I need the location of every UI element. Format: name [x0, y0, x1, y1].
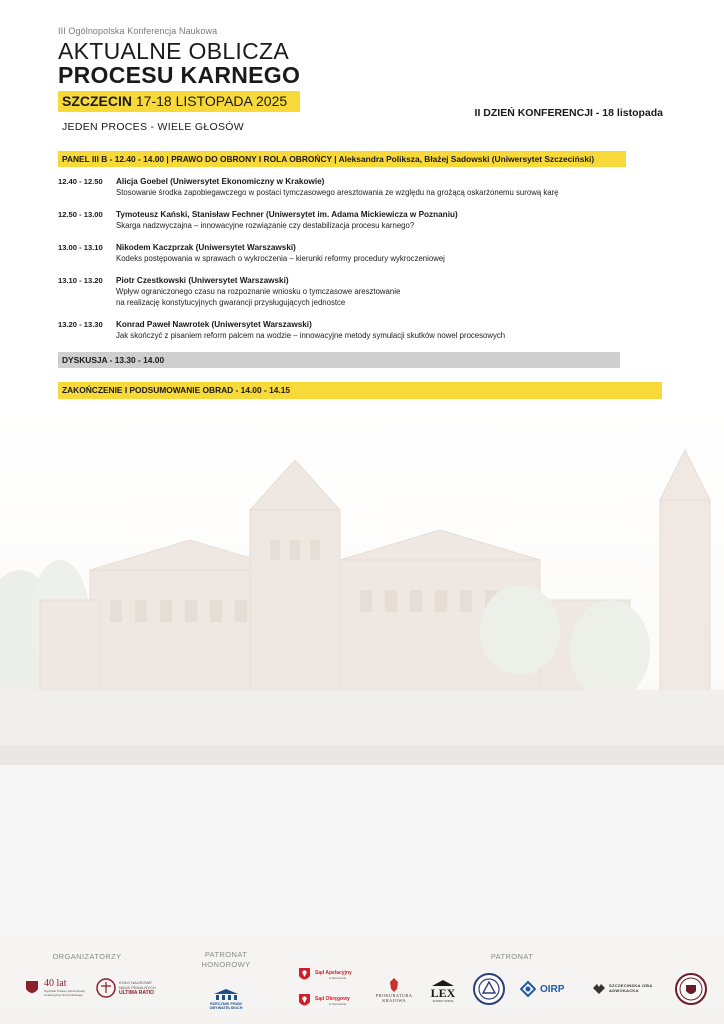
eagle-mark-icon [592, 981, 606, 995]
rpo-line-2: OBYWATELSKICH [209, 1006, 243, 1010]
slot-topic: Kodeks postępowania w sprawach o wykroczenia – kierunki reformy procedury wykroczeniowej [116, 254, 445, 263]
bar-association-logo [592, 978, 662, 998]
oirp-logo [520, 978, 578, 1000]
schedule [58, 176, 658, 352]
prosecutor-logo [372, 970, 416, 1010]
slot-topic: na realizację konstytucyjnych gwarancji przysługujących jednostce [116, 298, 346, 307]
slot-speaker: Konrad Paweł Nawrotek (Uniwersytet Warszawski) [116, 320, 312, 329]
oirp-text: OIRP [540, 983, 565, 995]
place-city: SZCZECIN [62, 93, 132, 109]
appeal-court-city: w Szczecinie [329, 976, 347, 980]
tagline: JEDEN PROCES - WIELE GŁOSÓW [62, 121, 244, 133]
scales-icon [96, 978, 116, 998]
slot-speaker: Nikodem Kaczprzak (Uniwersytet Warszawski) [116, 243, 296, 252]
slot-speaker: Alicja Goebel (Uniwersytet Ekonomiczny w Krakowie) [116, 177, 325, 186]
slot-speaker: Tymoteusz Kański, Stanisław Fechner (Uniwersytet im. Adama Mickiewicza w Poznaniu) [116, 210, 458, 219]
discussion-time: 13.30 - 14.00 [114, 355, 165, 365]
ultima-ratio-line-2: NAUK PENALNYCH [119, 985, 156, 990]
slot-time: 13.10 - 13.20 [58, 276, 103, 285]
eagle-emblem-icon [298, 993, 311, 1009]
footer [0, 940, 724, 1024]
ultima-ratio-line-3: ULTIMA RATIO [119, 990, 154, 996]
slot-time: 13.00 - 13.10 [58, 243, 103, 252]
day-label: II DZIEŃ KONFERENCJI - 18 listopada [474, 107, 663, 119]
round-crest-icon [675, 973, 707, 1005]
appeal-court-logo [298, 966, 364, 984]
slot-time: 12.40 - 12.50 [58, 177, 103, 186]
district-court-city: w Szczecinie [329, 1002, 347, 1006]
discussion-label: DYSKUSJA - [62, 355, 113, 365]
slot-topic: Skarga nadzwyczajna – innowacyjne rozwiązanie czy destabilizacja procesu karnego? [116, 221, 415, 230]
schedule-slot [58, 209, 658, 231]
lex-subtext: SUPER OMNIA [432, 999, 454, 1003]
institution-building-icon [213, 988, 239, 1002]
schedule-slot [58, 275, 658, 308]
forty-years-subtext: Wydziału Prawa i Administracji Uniwersytetu Szczecińskiego [44, 989, 85, 997]
rpo-line-1: RZECZNIK PRAW [210, 1001, 242, 1006]
title-line-2: PROCESU KARNEGO [58, 62, 301, 88]
closing-band: ZAKOŃCZENIE I PODSUMOWANIE OBRAD - 14.00 - 14.15 [58, 382, 662, 399]
bar-line-1: SZCZECIŃSKA IZBA [609, 983, 653, 988]
slot-topic: Jak skończyć z pisaniem reform palcem na wodzie – innowacyjne metody symulacji skutków nowel procesowych [116, 331, 506, 340]
title-line-1: AKTUALNE OBLICZA [58, 38, 290, 64]
organizers-heading: ORGANIZATORZY [52, 952, 122, 961]
seal-emblem-icon [473, 973, 505, 1005]
lex-text: LEX [430, 986, 456, 1000]
rpo-logo [204, 982, 248, 1016]
schedule-slot [58, 319, 658, 341]
forty-years-text: 40 lat [44, 978, 67, 989]
district-court-logo [298, 992, 364, 1010]
slot-speaker: Piotr Czestkowski (Uniwersytet Warszawski) [116, 276, 289, 285]
slot-time: 12.50 - 13.00 [58, 210, 103, 219]
bar-line-2: ADWOKACKA [609, 988, 639, 993]
slot-topic: Stosowanie środka zapobiegawczego w postaci tymczasowego aresztowania ze względu na grożącą oskarżonemu surową karę [116, 188, 559, 197]
honorary-heading-line-2: HONOROWY [201, 960, 251, 969]
schedule-slot [58, 176, 658, 198]
slot-time: 13.20 - 13.30 [58, 320, 103, 329]
place-date-band [58, 91, 300, 112]
forty-years-logo [22, 976, 90, 1000]
panel-band: PANEL III B - 12.40 - 14.00 | PRAWO DO OBRONY I ROLA OBROŃCY | Aleksandra Poliksza, Błażej Sadowski (Uniwersytet Szczeciński) [58, 151, 626, 167]
schedule-slot [58, 242, 658, 264]
oirp-mark-icon [520, 981, 536, 997]
eagle-emblem-icon [298, 967, 311, 983]
prosecutor-line-2: KRAJOWA [382, 998, 406, 1003]
seal-logo [472, 972, 506, 1006]
district-court-name: Sąd Okręgowy [315, 996, 350, 1002]
crest-icon [24, 979, 40, 997]
ultima-ratio-line-1: KOŁO NAUKOWE [119, 980, 152, 985]
ultima-ratio-logo [96, 976, 166, 1000]
round-crest-logo [674, 972, 708, 1006]
honorary-heading-line-1: PATRONAT [204, 950, 248, 959]
honorary-heading [196, 950, 256, 970]
eagle-crest-icon [387, 977, 401, 993]
patronage-heading: PATRONAT [490, 952, 534, 961]
conference-series: III Ogólnopolska Konferencja Naukowa [58, 26, 218, 36]
slot-topic: Wpływ ograniczonego czasu na rozpoznanie wniosku o tymczasowe aresztowanie [116, 287, 401, 296]
appeal-court-name: Sąd Apelacyjny [315, 970, 352, 976]
place-dates: 17-18 LISTOPADA 2025 [135, 93, 288, 109]
prosecutor-line-1: PROKURATURA [375, 993, 413, 998]
lex-logo [428, 974, 458, 1008]
discussion-band [58, 352, 620, 368]
